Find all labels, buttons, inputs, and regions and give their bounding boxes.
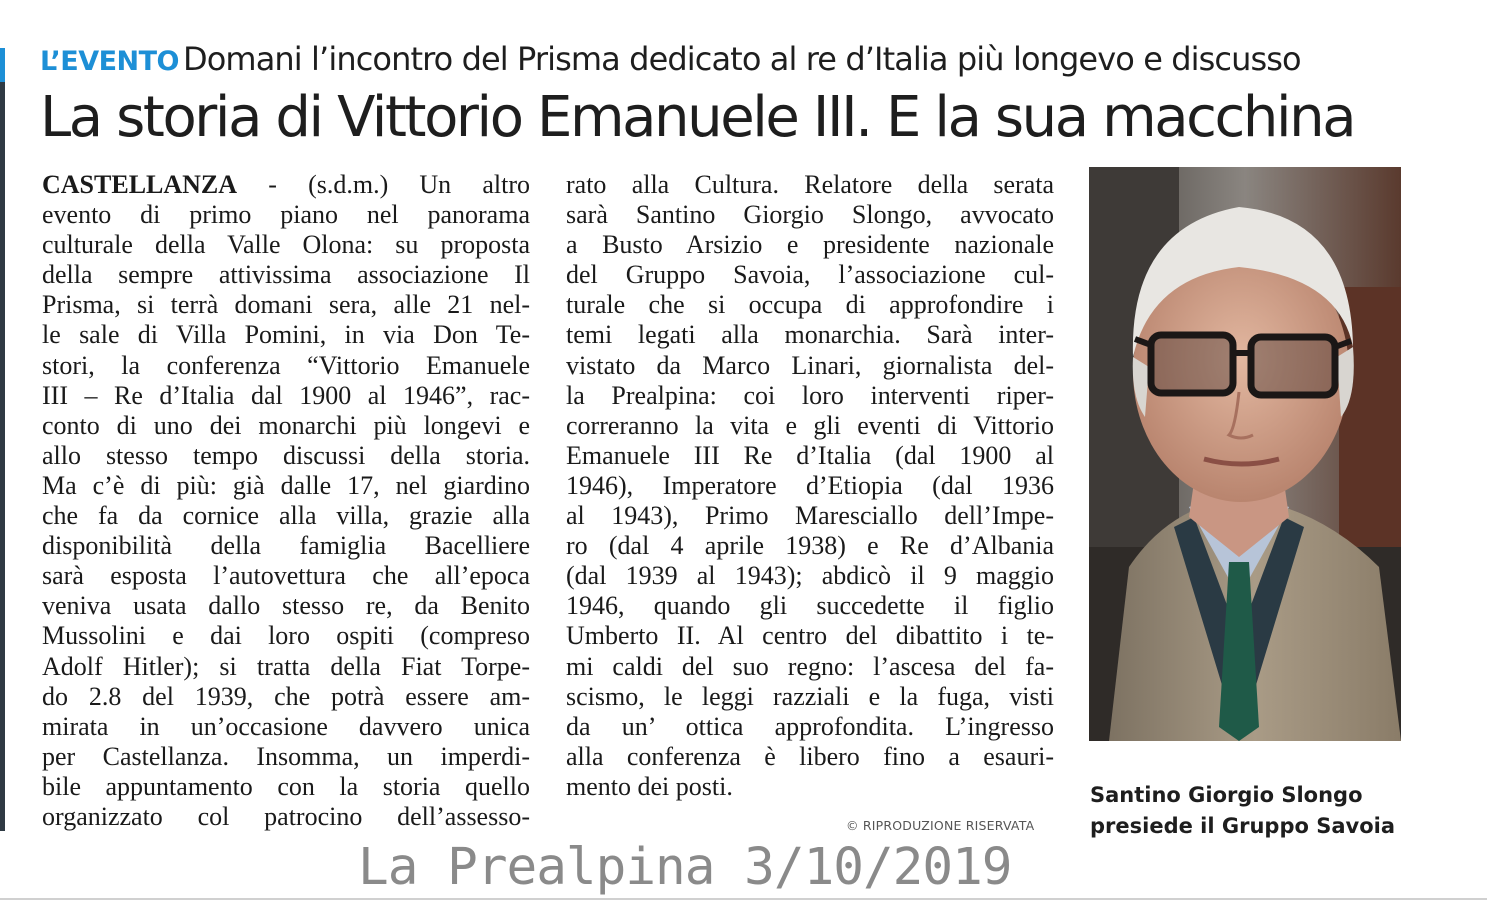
column-line: culturale della Valle Olona: su proposta — [42, 230, 530, 260]
kicker — [40, 40, 1301, 78]
column-line: mento dei posti. — [566, 771, 733, 801]
column-line: Adolf Hitler); si tratta della Fiat Torpe- — [42, 651, 530, 681]
column-line: Ma c’è di più: già dalle 17, nel giardino — [42, 470, 530, 500]
kicker-label: L’EVENTO — [40, 46, 180, 77]
caption-line: Santino Giorgio Slongo — [1090, 783, 1363, 807]
headline: La storia di Vittorio Emanuele III. E la sua macchina — [40, 85, 1355, 150]
column-line: mirata in un’occasione davvero unica — [42, 711, 530, 741]
caption-line: presiede il Gruppo Savoia — [1090, 814, 1395, 838]
column-line: turale che si occupa di approfondire i — [566, 290, 1054, 320]
column-line: rato alla Cultura. Relatore della serata — [566, 170, 1054, 199]
column-line: Emanuele III Re d’Italia (dal 1900 al — [566, 440, 1054, 470]
column-line: scismo, le leggi razziali e la fuga, visti — [566, 681, 1054, 711]
column-line: allo stesso tempo discussi della storia. — [42, 440, 530, 470]
article-column-2 — [566, 170, 1054, 802]
column-line: bile appuntamento con la storia quello — [42, 771, 530, 801]
article-column-1 — [42, 170, 530, 832]
portrait-photo — [1089, 167, 1401, 741]
column-line: temi legati alla monarchia. Sarà inter- — [566, 320, 1054, 350]
left-margin-rule — [0, 48, 5, 831]
column-line: vistato da Marco Linari, giornalista del- — [566, 350, 1054, 380]
column-line: sarà esposta l’autovettura che all’epoca — [42, 561, 530, 591]
column-line: 1946, quando gli succedette il figlio — [566, 591, 1054, 621]
column-line: veniva usata dallo stesso re, da Benito — [42, 591, 530, 621]
column-line: conto di uno dei monarchi più longevi e — [42, 410, 530, 440]
column-line: CASTELLANZA - (s.d.m.) Un altro — [42, 170, 530, 199]
column-line: del Gruppo Savoia, l’associazione cul- — [566, 260, 1054, 290]
column-line: le sale di Villa Pomini, in via Don Te- — [42, 320, 530, 350]
photo-caption — [1090, 780, 1395, 842]
column-line: 1946), Imperatore d’Etiopia (dal 1936 — [566, 470, 1054, 500]
column-line: organizzato col patrocino dell’assesso- — [42, 801, 530, 831]
column-line: III – Re d’Italia dal 1900 al 1946”, rac- — [42, 380, 530, 410]
bottom-rule — [0, 898, 1487, 900]
dateline: CASTELLANZA — [42, 170, 238, 199]
column-line: a Busto Arsizio e presidente nazionale — [566, 230, 1054, 260]
column-line: stori, la conferenza “Vittorio Emanuele — [42, 350, 530, 380]
column-line: che fa da cornice alla villa, grazie alla — [42, 501, 530, 531]
column-line: ro (dal 4 aprile 1938) e Re d’Albania — [566, 531, 1054, 561]
column-line: da un’ ottica approfondita. L’ingresso — [566, 711, 1054, 741]
column-line: Mussolini e dai loro ospiti (compreso — [42, 621, 530, 651]
kicker-text: Domani l’incontro del Prisma dedicato al re d’Italia più longevo e discusso — [183, 40, 1301, 78]
source-note: La Prealpina 3/10/2019 — [358, 838, 1012, 897]
column-line: mi caldi del suo regno: l’ascesa del fa- — [566, 651, 1054, 681]
column-line: al 1943), Primo Maresciallo dell’Impe- — [566, 501, 1054, 531]
column-line: Prisma, si terrà domani sera, alle 21 nel- — [42, 290, 530, 320]
column-line: (dal 1939 al 1943); abdicò il 9 maggio — [566, 561, 1054, 591]
column-line: della sempre attivissima associazione Il — [42, 260, 530, 290]
column-line: per Castellanza. Insomma, un imperdi- — [42, 741, 530, 771]
column-line: la Prealpina: coi loro interventi riper- — [566, 380, 1054, 410]
column-line: correranno la vita e gli eventi di Vittorio — [566, 410, 1054, 440]
copyright-notice: © RIPRODUZIONE RISERVATA — [846, 818, 1035, 833]
left-accent-bar — [0, 48, 5, 82]
column-line: Umberto II. Al centro del dibattito i te- — [566, 621, 1054, 651]
column-line: sarà Santino Giorgio Slongo, avvocato — [566, 200, 1054, 230]
column-line: do 2.8 del 1939, che potrà essere am- — [42, 681, 530, 711]
column-line: evento di primo piano nel panorama — [42, 200, 530, 230]
column-line: disponibilità della famiglia Bacelliere — [42, 531, 530, 561]
column-line: alla conferenza è libero fino a esauri- — [566, 741, 1054, 771]
